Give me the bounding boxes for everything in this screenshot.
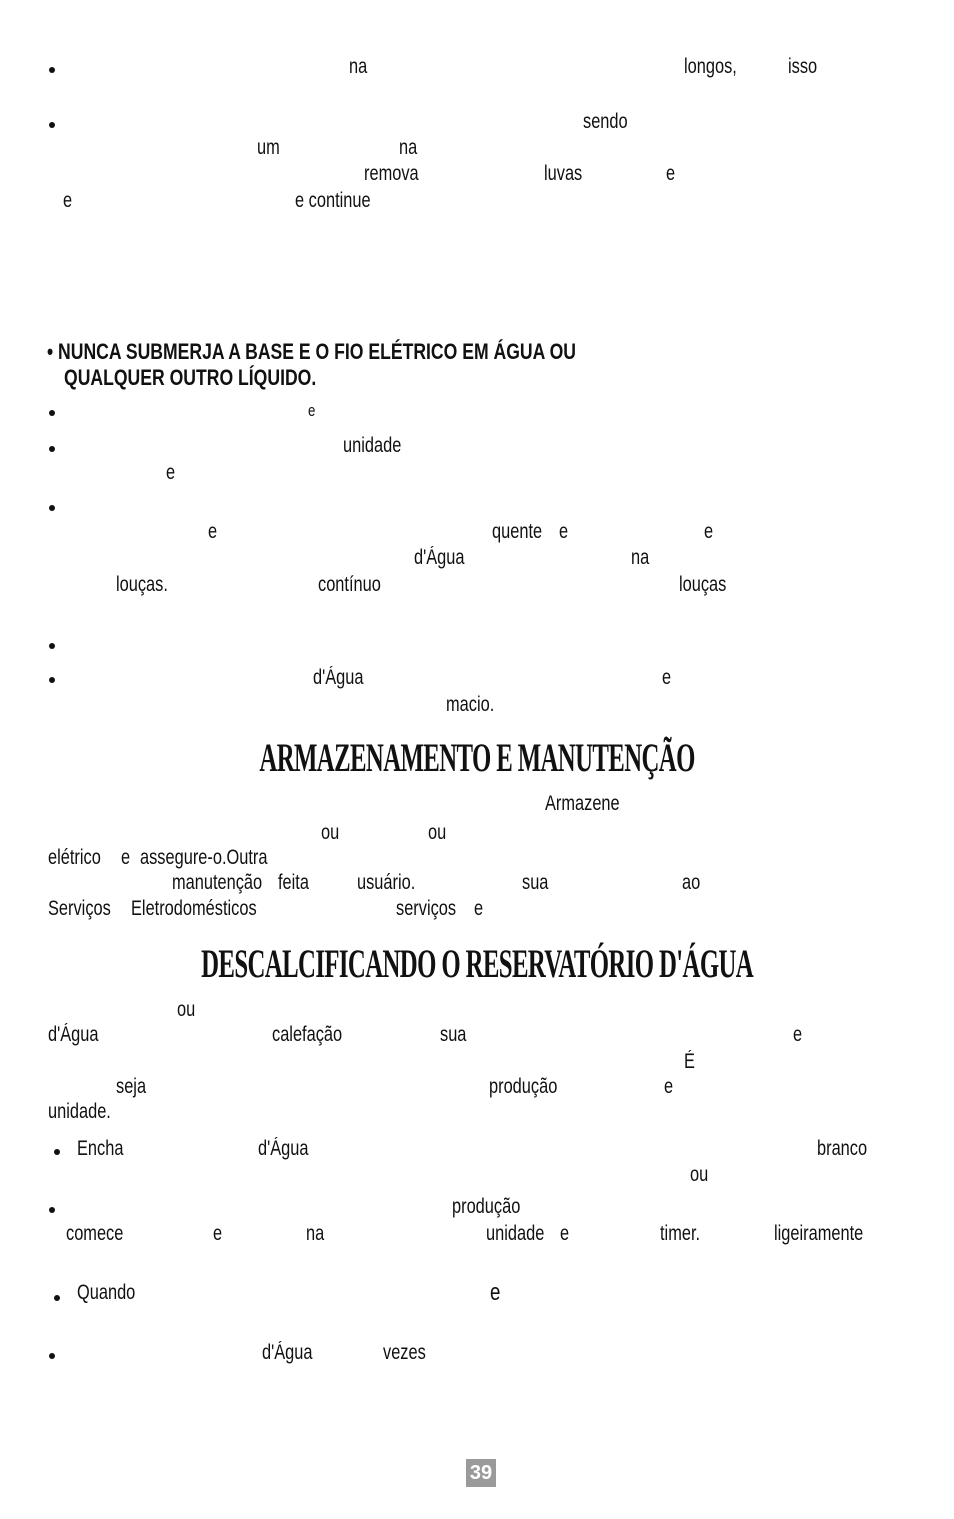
text-word: e <box>664 1075 674 1098</box>
bullet <box>49 1353 55 1359</box>
text-word: serviços <box>396 897 457 920</box>
section-heading-armazenamento <box>0 736 954 780</box>
text-word: e <box>666 162 676 185</box>
text-word: comece <box>66 1222 124 1245</box>
text-word: d'Água <box>48 1023 99 1046</box>
text-word: e <box>490 1279 501 1306</box>
warning-line-1: • NUNCA SUBMERJA A BASE E O FIO ELÉTRICO EM ÁGUA OU <box>47 339 576 364</box>
text-word: usuário. <box>357 871 416 894</box>
text-word: d'Água <box>313 666 364 689</box>
text-word: e continue <box>295 189 371 212</box>
text-word: manutenção <box>172 871 263 894</box>
text-word: É <box>684 1050 695 1073</box>
text-word: e <box>63 189 73 212</box>
text-word: quente <box>492 520 543 543</box>
text-word: assegure-o.Outra <box>140 846 268 869</box>
bullet <box>49 122 55 128</box>
bullet <box>49 410 55 416</box>
text-word: branco <box>817 1137 868 1160</box>
text-word: unidade <box>486 1222 545 1245</box>
text-word: e <box>793 1023 803 1046</box>
text-word: e <box>560 1222 570 1245</box>
section-heading-descalcificando <box>0 942 954 986</box>
text-word: na <box>399 136 418 159</box>
bullet <box>49 643 55 649</box>
bullet <box>49 505 55 511</box>
text-word: e <box>662 666 672 689</box>
bullet <box>49 677 55 683</box>
page-number: 39 <box>466 1459 496 1487</box>
text-word: luvas <box>544 162 583 185</box>
text-word: Serviços <box>48 897 111 920</box>
text-word: timer. <box>660 1222 701 1245</box>
text-word: e <box>559 520 569 543</box>
text-word: produção <box>489 1075 558 1098</box>
text-word: ou <box>321 821 340 844</box>
bullet <box>54 1149 60 1155</box>
text-word: ligeiramente <box>774 1222 864 1245</box>
text-word: d'Água <box>262 1341 313 1364</box>
warning-line-2: QUALQUER OUTRO LÍQUIDO. <box>64 365 317 390</box>
text-word: remova <box>364 162 419 185</box>
text-word: ou <box>428 821 447 844</box>
section-heading-text: ARMAZENAMENTO E MANUTENÇÃO <box>259 735 695 780</box>
text-word: macio. <box>446 693 495 716</box>
text-word: Eletrodomésticos <box>131 897 257 920</box>
text-word: e <box>213 1222 223 1245</box>
text-word: sua <box>440 1023 467 1046</box>
text-word: contínuo <box>318 573 381 596</box>
text-word: na <box>349 55 368 78</box>
text-word: e <box>704 520 714 543</box>
text-word: ou <box>690 1163 709 1186</box>
text-word: e <box>166 461 176 484</box>
text-word: ao <box>682 871 701 894</box>
text-word: isso <box>788 55 818 78</box>
text-word: Armazene <box>545 792 620 815</box>
text-word: produção <box>452 1195 521 1218</box>
section-heading-text: DESCALCIFICANDO O RESERVATÓRIO D'ÁGUA <box>201 941 753 986</box>
bullet <box>49 67 55 73</box>
text-word: calefação <box>272 1023 343 1046</box>
text-word: Encha <box>77 1137 124 1160</box>
bullet <box>49 1207 55 1213</box>
text-word: sua <box>522 871 549 894</box>
text-word: e <box>208 520 218 543</box>
text-word: um <box>257 136 280 159</box>
text-word: unidade <box>343 434 402 457</box>
text-word: na <box>631 546 650 569</box>
text-word: feita <box>278 871 309 894</box>
bullet <box>49 446 55 452</box>
text-word: e <box>308 401 316 420</box>
text-word: louças. <box>116 573 168 596</box>
text-word: vezes <box>383 1341 426 1364</box>
text-word: longos, <box>684 55 737 78</box>
text-word: e <box>121 846 131 869</box>
text-word: d'Água <box>414 546 465 569</box>
text-word: sendo <box>583 110 628 133</box>
text-word: seja <box>116 1075 147 1098</box>
text-word: unidade. <box>48 1100 111 1123</box>
text-word: ou <box>177 998 196 1021</box>
text-word: na <box>306 1222 325 1245</box>
text-word: louças <box>679 573 727 596</box>
text-word: Quando <box>77 1281 136 1304</box>
text-word: d'Água <box>258 1137 309 1160</box>
text-word: elétrico <box>48 846 101 869</box>
bullet <box>54 1295 60 1301</box>
text-word: e <box>474 897 484 920</box>
